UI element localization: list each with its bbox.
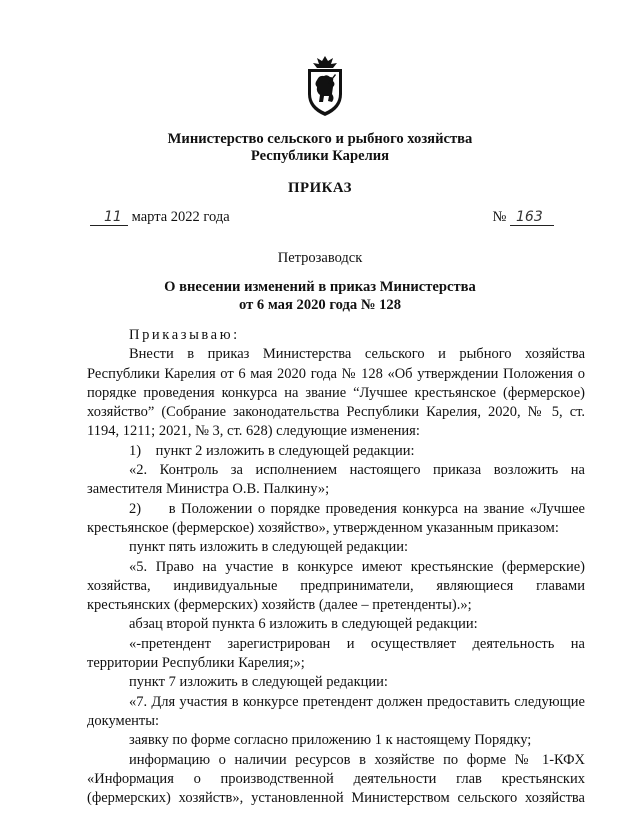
number-handwritten: 163 [516, 209, 543, 225]
ministry-line-2: Республики Карелия [250, 148, 390, 164]
ministry-name [0, 131, 640, 165]
paragraph-decree: Приказываю: [129, 327, 240, 343]
date-number-line [90, 207, 554, 231]
order-number [493, 207, 554, 226]
paragraph-point-5-intro: пункт пять изложить в следующей редакции: [129, 539, 409, 556]
paragraph-application: заявку по форме согласно приложению 1 к настоящему Порядку; [129, 732, 532, 749]
order-subject [0, 278, 640, 314]
subject-line-2: от 6 мая 2020 года № 128 [238, 297, 402, 313]
coat-of-arms-graphic [302, 54, 348, 118]
paragraph-point-7-intro: пункт 7 изложить в следующей редакции: [129, 674, 388, 691]
paragraph-amendment-intro: Внести в приказ Министерства сельского и рыбного хозяйства Республики Карелия от 6 мая 2020 года № 128 «Об утверждении Положения о порядке проведения конкурса на звание “Лучшее крестьянское (фермерское) хозяйство” (Собрание законодательства Республики Карелия, 2020, № 5, ст. 1194, 1211; 2021, № 3, ст. 628) следующие изменения: [87, 346, 585, 440]
number-sign: № [492, 209, 507, 225]
order-body [87, 326, 589, 808]
paragraph-item-1: 1) пункт 2 изложить в следующей редакции: [129, 442, 415, 459]
city: Петрозаводск [277, 250, 363, 266]
paragraph-point-5-text: «5. Право на участие в конкурсе имеют крестьянские (фермерские) хозяйства, индивидуальные предприниматели, являющиеся главами крестьянских (фермерских) хозяйств (далее – претенденты).»; [87, 558, 585, 614]
paragraph-point-6-text: «-претендент зарегистрирован и осуществляет деятельность на территории Республики Карелия;»; [87, 635, 585, 672]
paragraph-item-1-text: «2. Контроль за исполнением настоящего приказа возложить на заместителя Министра О.В. Палкину»; [87, 462, 585, 498]
paragraph-point-7-text: «7. Для участия в конкурсе претендент должен предоставить следующие документы: [87, 693, 585, 729]
number-blank [510, 207, 554, 226]
day-blank [90, 207, 128, 226]
paragraph-item-2: 2) в Положении о порядке проведения конкурса на звание «Лучшее крестьянское (фермерское) хозяйство», утвержденном указанным приказом: [87, 500, 589, 536]
date-text: марта 2022 года [131, 209, 230, 225]
paragraph-point-6-intro: абзац второй пункта 6 изложить в следующей редакции: [129, 616, 478, 633]
order-date [90, 207, 230, 226]
paragraph-resources: информацию о наличии ресурсов в хозяйстве по форме № 1-КФХ «Информация о производственной деятельности глав крестьянских (фермерских) хозяйств», установленной Министерством сельского хозяйства [87, 751, 585, 807]
karelia-coat-of-arms-icon [302, 54, 348, 118]
subject-line-1: О внесении изменений в приказ Министерства [164, 279, 476, 295]
order-title: ПРИКАЗ [288, 180, 352, 196]
ministry-line-1: Министерство сельского и рыбного хозяйства [167, 131, 473, 147]
day-handwritten: 11 [104, 209, 122, 225]
